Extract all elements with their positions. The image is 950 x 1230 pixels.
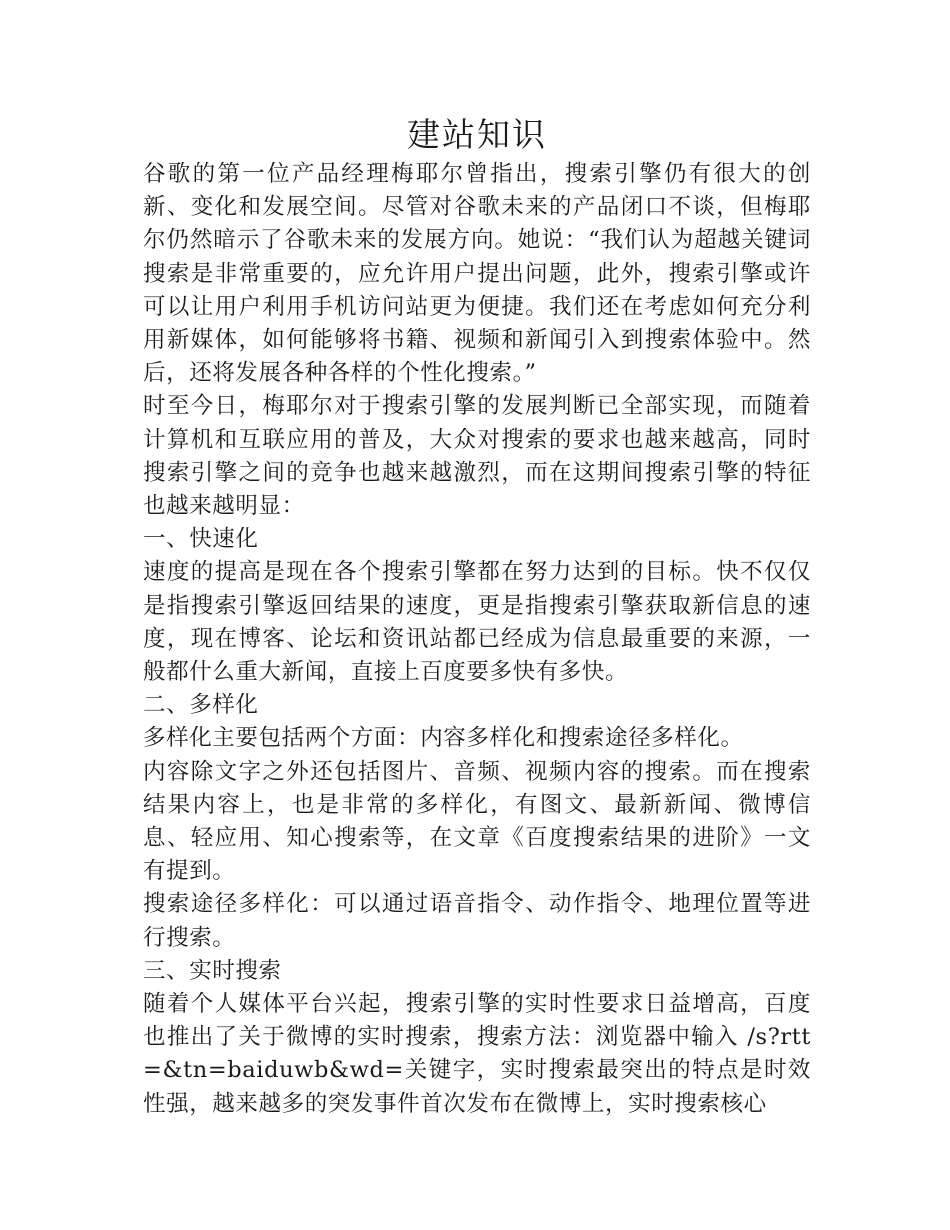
paragraph: 速度的提高是现在各个搜索引擎都在努力达到的目标。快不仅仅是指搜索引擎返回结果的速度，更是指搜索引擎获取新信息的速度，现在博客、论坛和资讯站都已经成为信息最重要的来源，一般都什么重大新闻，直接上百度要多快有多快。 <box>143 559 811 686</box>
document-title: 建站知识 <box>407 115 547 154</box>
section-heading: 一、快速化 <box>143 526 259 553</box>
paragraph: 时至今日，梅耶尔对于搜索引擎的发展判断已全部实现，而随着计算机和互联应用的普及，大众对搜索的要求也越来越高，同时搜索引擎之间的竞争也越来越激烈，而在这期间搜索引擎的特征也越来越明显： <box>143 393 811 520</box>
paragraph: 随着个人媒体平台兴起，搜索引擎的实时性要求日益增高，百度也推出了关于微博的实时搜索，搜索方法：浏览器中输入 /s?rtt=&tn=baiduwb&wd=关键字，实时搜索最突出的特点是时效性强，越来越多的突发事件首次发布在微博上，实时搜索核心 <box>143 991 811 1117</box>
document-body <box>143 158 811 1121</box>
paragraph: 搜索途径多样化：可以通过语音指令、动作指令、地理位置等进行搜索。 <box>143 891 811 951</box>
section-heading: 三、实时搜索 <box>143 957 282 984</box>
paragraph: 多样化主要包括两个方面：内容多样化和搜索途径多样化。 <box>143 725 744 752</box>
document-page <box>143 112 811 1121</box>
paragraph: 谷歌的第一位产品经理梅耶尔曾指出，搜索引擎仍有很大的创新、变化和发展空间。尽管对谷歌未来的产品闭口不谈，但梅耶尔仍然暗示了谷歌未来的发展方向。她说：“我们认为超越关键词搜索是非常重要的，应允许用户提出问题，此外，搜索引擎或许可以让用户利用手机访问站更为便捷。我们还在考虑如何充分利用新媒体，如何能够将书籍、视频和新闻引入到搜索体验中。然后，还将发展各种各样的个性化搜索。” <box>143 161 811 387</box>
section-heading: 二、多样化 <box>143 692 259 719</box>
paragraph: 内容除文字之外还包括图片、音频、视频内容的搜索。而在搜索结果内容上，也是非常的多样化，有图文、最新新闻、微博信息、轻应用、知心搜索等，在文章《百度搜索结果的进阶》一文有提到。 <box>143 758 811 885</box>
